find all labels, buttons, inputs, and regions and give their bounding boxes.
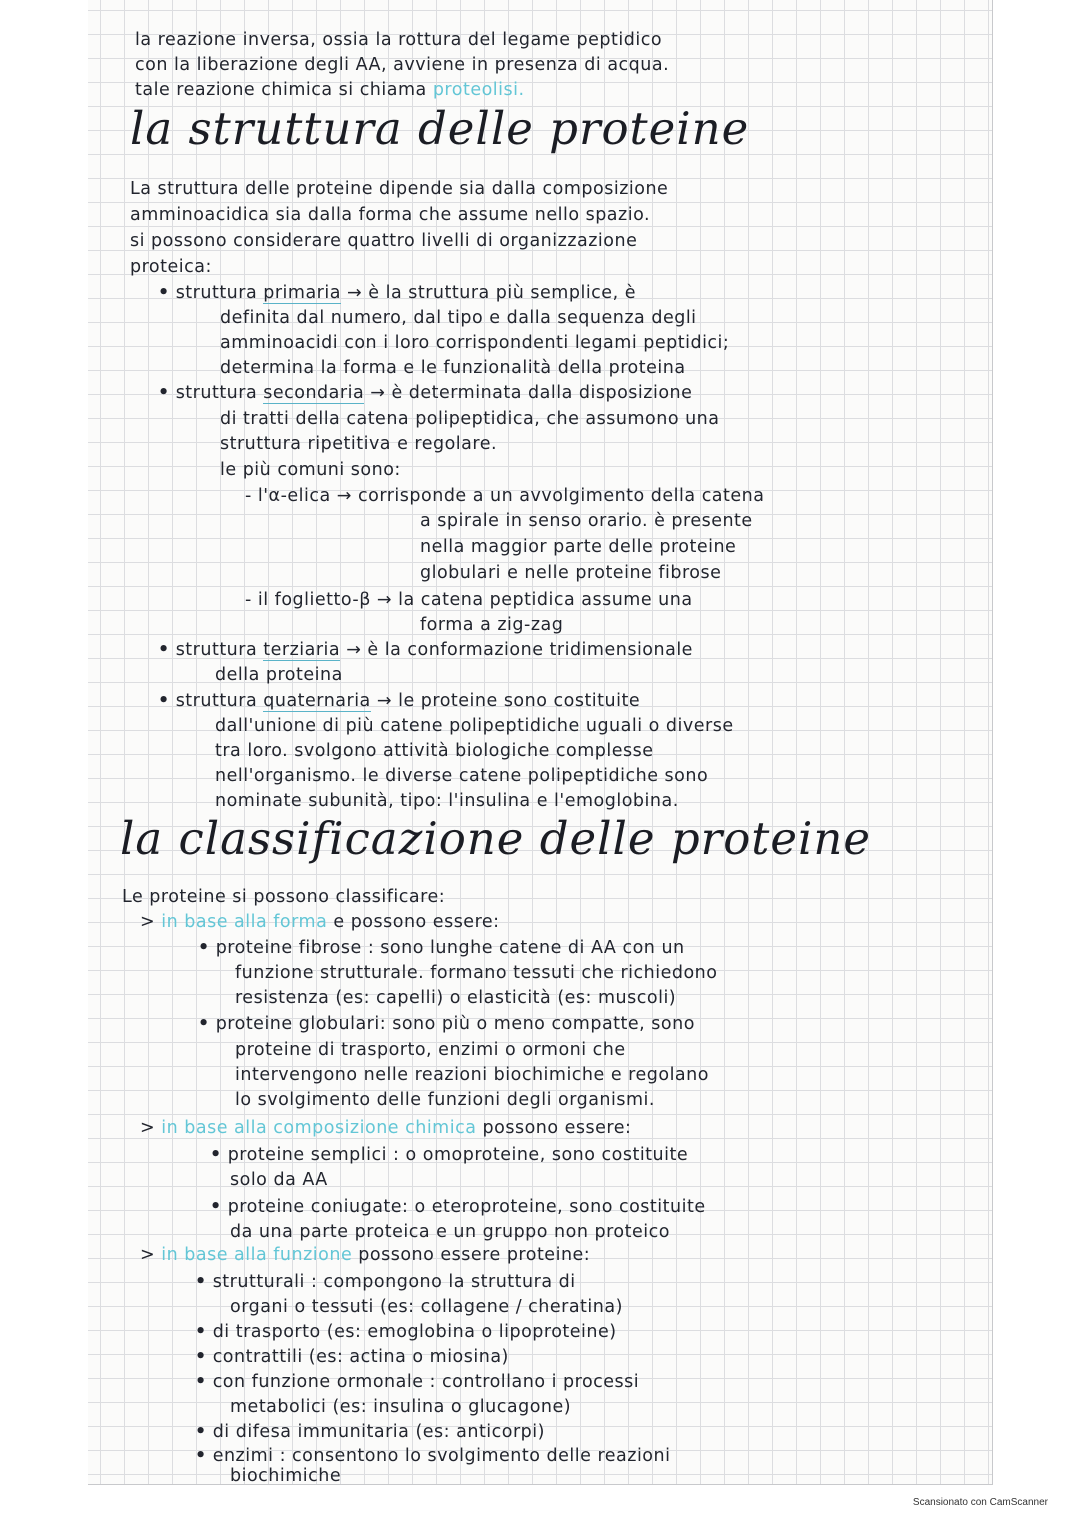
intro-line-3: tale reazione chimica si chiama proteolisi. — [135, 80, 525, 100]
paragraph-line: amminoacidica sia dalla forma che assume nello spazio. — [130, 205, 651, 225]
list-line: organi o tessuti (es: collagene / cheratina) — [230, 1297, 623, 1317]
list-line: da una parte proteica e un gruppo non proteico — [230, 1222, 670, 1242]
bullet-fibrose: • proteine fibrose : sono lunghe catene di AA con un — [198, 938, 685, 958]
bullet-trasporto: • di trasporto (es: emoglobina o lipoproteine) — [195, 1322, 617, 1342]
bullet-ormonale: • con funzione ormonale : controllano i processi — [195, 1372, 640, 1392]
list-line: lo svolgimento delle funzioni degli organismi. — [235, 1090, 655, 1110]
list-line: le più comuni sono: — [220, 460, 401, 480]
bullet-contrattili: • contrattili (es: actina o miosina) — [195, 1347, 509, 1367]
list-line: forma a zig-zag — [420, 615, 564, 635]
list-line: biochimiche — [230, 1466, 342, 1486]
paragraph-line: Le proteine si possono classificare: — [122, 887, 446, 907]
paragraph-line: si possono considerare quattro livelli di organizzazione — [130, 231, 638, 251]
list-line: amminoacidi con i loro corrispondenti legami peptidici; — [220, 333, 730, 353]
criterion-funzione: > in base alla funzione possono essere proteine: — [140, 1245, 591, 1265]
list-line: definita dal numero, dal tipo e dalla sequenza degli — [220, 308, 697, 328]
bullet-strutturali: • strutturali : compongono la struttura di — [195, 1272, 576, 1292]
sublist-alpha-elica: - l'α-elica → corrisponde a un avvolgimento della catena — [245, 486, 765, 506]
bullet-difesa: • di difesa immunitaria (es: anticorpi) — [195, 1422, 545, 1442]
intro-line-1: la reazione inversa, ossia la rottura del legame peptidico — [135, 30, 663, 50]
list-line: globulari e nelle proteine fibrose — [420, 563, 722, 583]
bullet-coniugate: • proteine coniugate: o eteroproteine, sono costituite — [210, 1197, 706, 1217]
bullet-semplici: • proteine semplici : o omoproteine, sono costituite — [210, 1145, 689, 1165]
list-line: nominate subunità, tipo: l'insulina e l'emoglobina. — [215, 791, 679, 811]
bullet-secondaria: • struttura secondaria → è determinata dalla disposizione — [158, 383, 693, 403]
list-line: di tratti della catena polipeptidica, che assumono una — [220, 409, 720, 429]
list-line: funzione strutturale. formano tessuti che richiedono — [235, 963, 718, 983]
list-line: tra loro. svolgono attività biologiche complesse — [215, 741, 654, 761]
list-line: struttura ripetitiva e regolare. — [220, 434, 498, 454]
scanner-watermark: Scansionato con CamScanner — [912, 1497, 1048, 1508]
paragraph-line: La struttura delle proteine dipende sia dalla composizione — [130, 179, 669, 199]
list-line: metabolici (es: insulina o glucagone) — [230, 1397, 572, 1417]
list-line: nell'organismo. le diverse catene polipeptidiche sono — [215, 766, 709, 786]
sublist-foglietto-beta: - il foglietto-β → la catena peptidica assume una — [245, 590, 693, 610]
list-line: nella maggior parte delle proteine — [420, 537, 737, 557]
highlight-proteolisi: proteolisi. — [432, 80, 525, 100]
bullet-enzimi: • enzimi : consentono lo svolgimento delle reazioni — [195, 1446, 671, 1466]
criterion-composizione: > in base alla composizione chimica possono essere: — [140, 1118, 632, 1138]
section-title-classificazione: la classificazione delle proteine — [120, 812, 872, 865]
list-line: determina la forma e le funzionalità della proteina — [220, 358, 686, 378]
list-line: solo da AA — [230, 1170, 328, 1190]
list-line: a spirale in senso orario. è presente — [420, 511, 753, 531]
bullet-quaternaria: • struttura quaternaria → le proteine sono costituite — [158, 691, 641, 711]
intro-line-2: con la liberazione degli AA, avviene in presenza di acqua. — [135, 55, 670, 75]
criterion-forma: > in base alla forma e possono essere: — [140, 912, 500, 932]
bullet-globulari: • proteine globulari: sono più o meno compatte, sono — [198, 1014, 695, 1034]
list-line: intervengono nelle reazioni biochimiche e regolano — [235, 1065, 709, 1085]
list-line: dall'unione di più catene polipeptidiche uguali o diverse — [215, 716, 734, 736]
bullet-terziaria: • struttura terziaria → è la conformazione tridimensionale — [158, 640, 693, 660]
list-line: proteine di trasporto, enzimi o ormoni che — [235, 1040, 626, 1060]
paragraph-line: proteica: — [130, 257, 212, 277]
list-line: resistenza (es: capelli) o elasticità (es: muscoli) — [235, 988, 677, 1008]
section-title-struttura: la struttura delle proteine — [130, 102, 750, 155]
list-line: della proteina — [215, 665, 343, 685]
bullet-primaria: • struttura primaria → è la struttura più semplice, è — [158, 283, 636, 303]
